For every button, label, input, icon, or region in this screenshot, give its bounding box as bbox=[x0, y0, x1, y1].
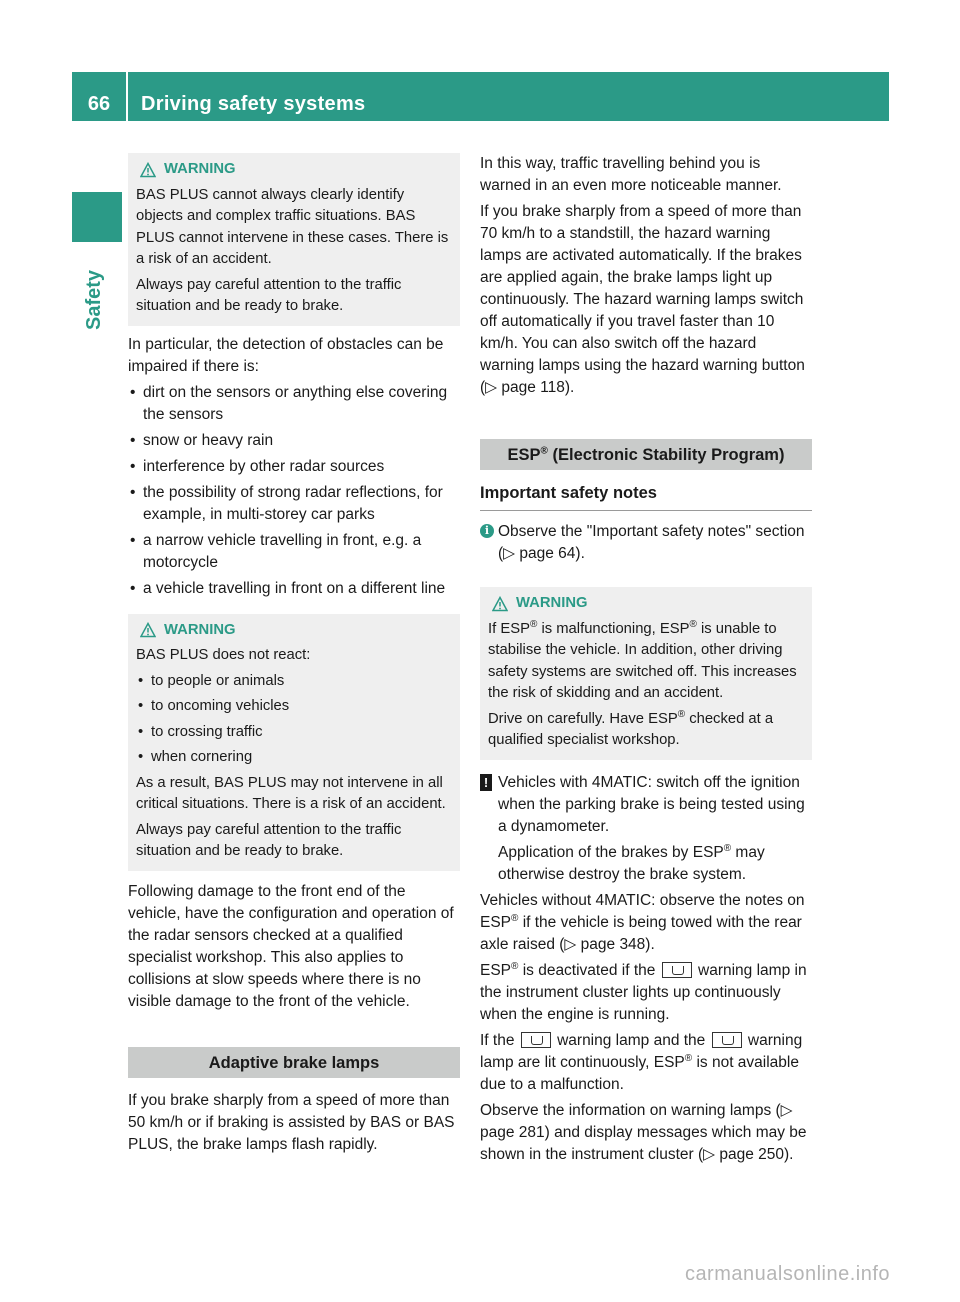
no-react-list bbox=[136, 671, 452, 769]
warning-triangle-icon bbox=[492, 596, 508, 612]
paragraph: Following damage to the front end of the vehicle, have the configuration and operation of the radar sensors checked at a qualified specialist workshop. This also applies to collisions at slow speeds where there is no visible damage to the front of the vehicle. bbox=[128, 882, 454, 1010]
chapter-title: Driving safety systems bbox=[141, 93, 366, 115]
warning-triangle-icon bbox=[140, 622, 156, 638]
section-tab-block bbox=[72, 192, 122, 242]
paragraph: If you brake sharply from a speed of more than 50 km/h or if braking is assisted by BAS or BAS PLUS, the brake lamps flash rapidly. bbox=[128, 1091, 455, 1153]
note-text: Vehicles with 4MATIC: switch off the ignition when the parking brake is being tested using a dynamometer. bbox=[498, 773, 805, 835]
caution-note bbox=[480, 772, 812, 886]
paragraph: Vehicles without 4MATIC: observe the notes on ESP® if the vehicle is being towed with the rear axle raised (▷ page 348). bbox=[480, 891, 805, 953]
section-heading-adaptive-brake-lamps: Adaptive brake lamps bbox=[128, 1047, 460, 1078]
warning-title bbox=[488, 593, 804, 615]
warning-box-esp bbox=[480, 587, 812, 760]
list-item: • a vehicle travelling in front on a different line bbox=[128, 578, 460, 600]
info-note-text: Observe the "Important safety notes" section (▷ page 64). bbox=[498, 523, 805, 562]
warning-triangle-icon bbox=[140, 162, 156, 178]
list-item: • interference by other radar sources bbox=[128, 456, 460, 478]
warning-box-no-react bbox=[128, 614, 460, 871]
page-number: 66 bbox=[87, 93, 111, 115]
list-item: • dirt on the sensors or anything else covering the sensors bbox=[128, 382, 460, 426]
esp-heading-suffix: (Electronic Stability Program) bbox=[547, 446, 785, 464]
note-text: Application of the brakes by ESP® may otherwise destroy the brake system. bbox=[498, 842, 765, 883]
paragraph: ESP® is deactivated if the warning lamp in the instrument cluster lights up continuously when the engine is running. bbox=[480, 960, 807, 1023]
section-heading-esp bbox=[480, 439, 812, 470]
brake-warning-lamp-icon bbox=[521, 1032, 551, 1048]
list-item: • to people or animals bbox=[136, 671, 452, 693]
paragraph: Observe the information on warning lamps (▷ page 281) and display messages which may be shown in the instrument cluster (▷ page 250). bbox=[480, 1101, 807, 1163]
section-label: Safety bbox=[83, 269, 105, 330]
list-item: • when cornering bbox=[136, 747, 452, 769]
paragraph: In this way, traffic travelling behind you is warned in an even more noticeable manner. bbox=[480, 155, 782, 194]
list-item: • the possibility of strong radar reflections, for example, in multi-storey car parks bbox=[128, 482, 460, 526]
warning-title-text: WARNING bbox=[164, 621, 236, 638]
list-item: • a narrow vehicle travelling in front, e.g. a motorcycle bbox=[128, 530, 460, 574]
obstacle-list bbox=[128, 382, 460, 600]
warning-title-text: WARNING bbox=[164, 161, 236, 177]
paragraph: If you brake sharply from a speed of more than 70 km/h to a standstill, the hazard warning lamps are activated automatically. If the brakes are applied again, the brake lamps light up continuously. The hazard warning lamps switch off automatically if you travel faster than 10 km/h. You can also switch off the hazard warning lamps using the hazard warning button (▷ page 118). bbox=[480, 203, 805, 396]
paragraph: In particular, the detection of obstacles can be impaired if there is: bbox=[128, 335, 444, 375]
warning-text: BAS PLUS does not react: bbox=[136, 647, 311, 663]
subheading-important-safety-notes: Important safety notes bbox=[480, 482, 812, 511]
warning-text: As a result, BAS PLUS may not intervene in all critical situations. There is a risk of an accident. bbox=[136, 774, 446, 812]
info-note bbox=[480, 521, 812, 565]
watermark: carmanualsonline.info bbox=[684, 1263, 890, 1285]
warning-text: If ESP® is malfunctioning, ESP® is unable to stabilise the vehicle. In addition, other driving safety systems are switched off. This increases the risk of skidding and an accident. bbox=[488, 618, 797, 701]
warning-box-bas-plus bbox=[128, 153, 460, 326]
list-item: • to oncoming vehicles bbox=[136, 696, 452, 718]
info-icon: i bbox=[480, 524, 494, 538]
warning-text: Drive on carefully. Have ESP® checked at a qualified specialist workshop. bbox=[488, 708, 774, 748]
paragraph: If the warning lamp and the warning lamp are lit continuously, ESP® is not available due to a malfunction. bbox=[480, 1031, 803, 1093]
warning-title bbox=[136, 159, 452, 181]
esp-off-warning-lamp-icon bbox=[662, 962, 692, 978]
caution-icon: ! bbox=[480, 774, 492, 791]
left-column bbox=[128, 153, 460, 1160]
registered-mark: ® bbox=[540, 445, 548, 457]
right-column bbox=[480, 153, 812, 1170]
warning-text: Always pay careful attention to the traffic situation and be ready to brake. bbox=[136, 276, 402, 314]
warning-title-text: WARNING bbox=[516, 595, 588, 611]
warning-text: Always pay careful attention to the traffic situation and be ready to brake. bbox=[136, 821, 402, 859]
header-divider bbox=[126, 72, 128, 121]
list-item: • snow or heavy rain bbox=[128, 430, 460, 452]
warning-title bbox=[136, 620, 452, 642]
esp-heading-prefix: ESP bbox=[507, 446, 541, 464]
esp-off-warning-lamp-icon bbox=[712, 1032, 742, 1048]
warning-text: BAS PLUS cannot always clearly identify objects and complex traffic situations. BAS PLUS cannot intervene in these cases. There is a risk of an accident. bbox=[136, 186, 449, 267]
list-item: • to crossing traffic bbox=[136, 722, 452, 744]
